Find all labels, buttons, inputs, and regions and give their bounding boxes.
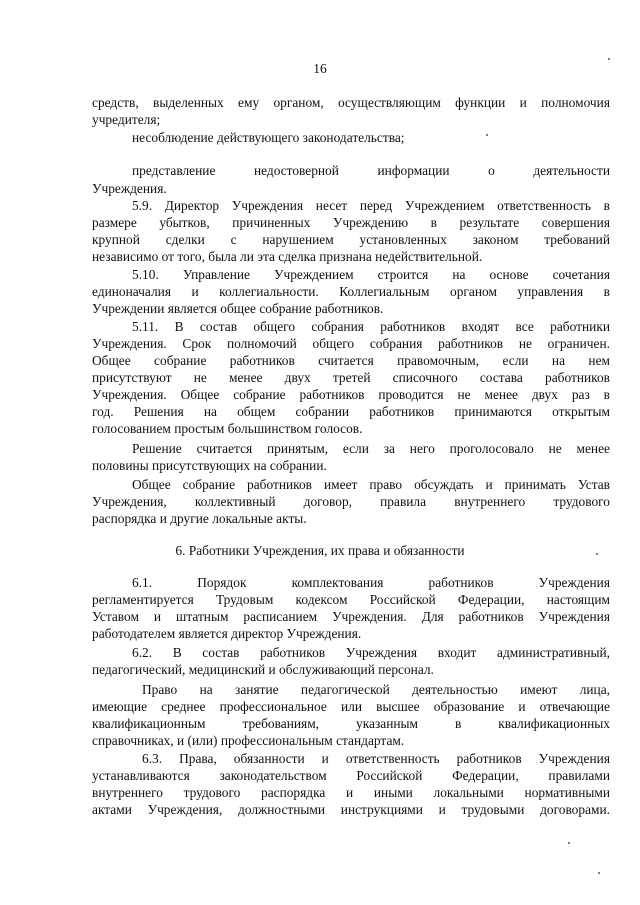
paragraph-line: Решение считается принятым, если за него проголосовало не менее [132,441,610,456]
text-line: крупной сделки с нарушением установленных законом требований [92,232,610,247]
text-line: независимо от того, была ли эта сделка признана недействительной. [92,249,483,264]
section-heading: 6. Работники Учреждения, их права и обязанности [175,543,465,558]
paragraph-line: 5.10. Управление Учреждением строится на основе сочетания [132,267,610,282]
text-line: учредителя; [92,112,161,127]
scan-speck [596,553,598,555]
text-line: присутствуют не менее двух третей списочного состава работников [92,370,610,385]
paragraph-line: 6.2. В состав работников Учреждения входит административный, [132,645,610,660]
scan-speck [568,842,570,844]
paragraph-line: Право на занятие педагогической деятельностью имеют лица, [142,682,610,697]
text-line: средств, выделенных ему органом, осуществляющим функции и полномочия [92,95,610,110]
paragraph-line: 5.9. Директор Учреждения несет перед Учреждением ответственность в [132,198,610,213]
text-line: Уставом и штатным расписанием Учреждения. Для работников Учреждения [92,609,610,624]
text-line: актами Учреждения, должностными инструкциями и трудовыми договорами. [92,802,610,817]
paragraph-line: 6.3. Права, обязанности и ответственность работников Учреждения [142,751,610,766]
text-line: Общее собрание работников считается правомочным, если на нем [92,353,610,368]
text-line: единоначалия и коллегиальности. Коллегиальным органом управления в [92,284,610,299]
paragraph-line: 6.1. Порядок комплектования работников Учреждения [132,575,610,590]
text-line: размере убытков, причиненных Учреждению в результате совершения [92,215,610,230]
text-line: Учреждения. Срок полномочий общего собрания работников не ограничен. [92,336,610,351]
text-line: год. Решения на общем собрании работников принимаются открытым [92,404,610,419]
text-line: справочниках, и (или) профессиональным стандартам. [92,733,405,748]
text-line: распорядка и другие локальные акты. [92,511,307,526]
text-line: Учреждения. [92,181,167,196]
scan-speck [486,134,488,136]
text-line: половины присутствующих на собрании. [92,458,327,473]
page-number: 16 [313,61,327,76]
scan-speck [598,872,600,874]
text-line: педагогический, медицинский и обслуживающий персонал. [92,662,434,677]
text-line: регламентируется Трудовым кодексом Российской Федерации, настоящим [92,592,610,607]
text-line: внутреннего трудового распорядка и иными локальными нормативными [92,785,610,800]
text-line: голосованием простым большинством голосов. [92,421,363,436]
text-line: работодателем является директор Учреждения. [92,626,362,641]
text-line: Учреждения. Общее собрание работников проводится не менее двух раз в [92,387,610,402]
text-line: устанавливаются законодательством Российской Федерации, правилами [92,768,610,783]
scan-speck [608,58,610,60]
paragraph-line: Общее собрание работников имеет право обсуждать и принимать Устав [132,477,610,492]
text-line: Учреждения, коллективный договор, правила внутреннего трудового [92,494,610,509]
text-line: Учреждении является общее собрание работников. [92,301,384,316]
paragraph-line: 5.11. В состав общего собрания работников входят все работники [132,319,610,334]
text-line: несоблюдение действующего законодательства; [132,130,405,145]
text-line: представление недостоверной информации о деятельности [132,163,610,178]
text-line: квалификационным требованиям, указанным в квалификационных [92,716,610,731]
text-line: имеющие среднее профессиональное или высшее образование и отвечающие [92,699,610,714]
